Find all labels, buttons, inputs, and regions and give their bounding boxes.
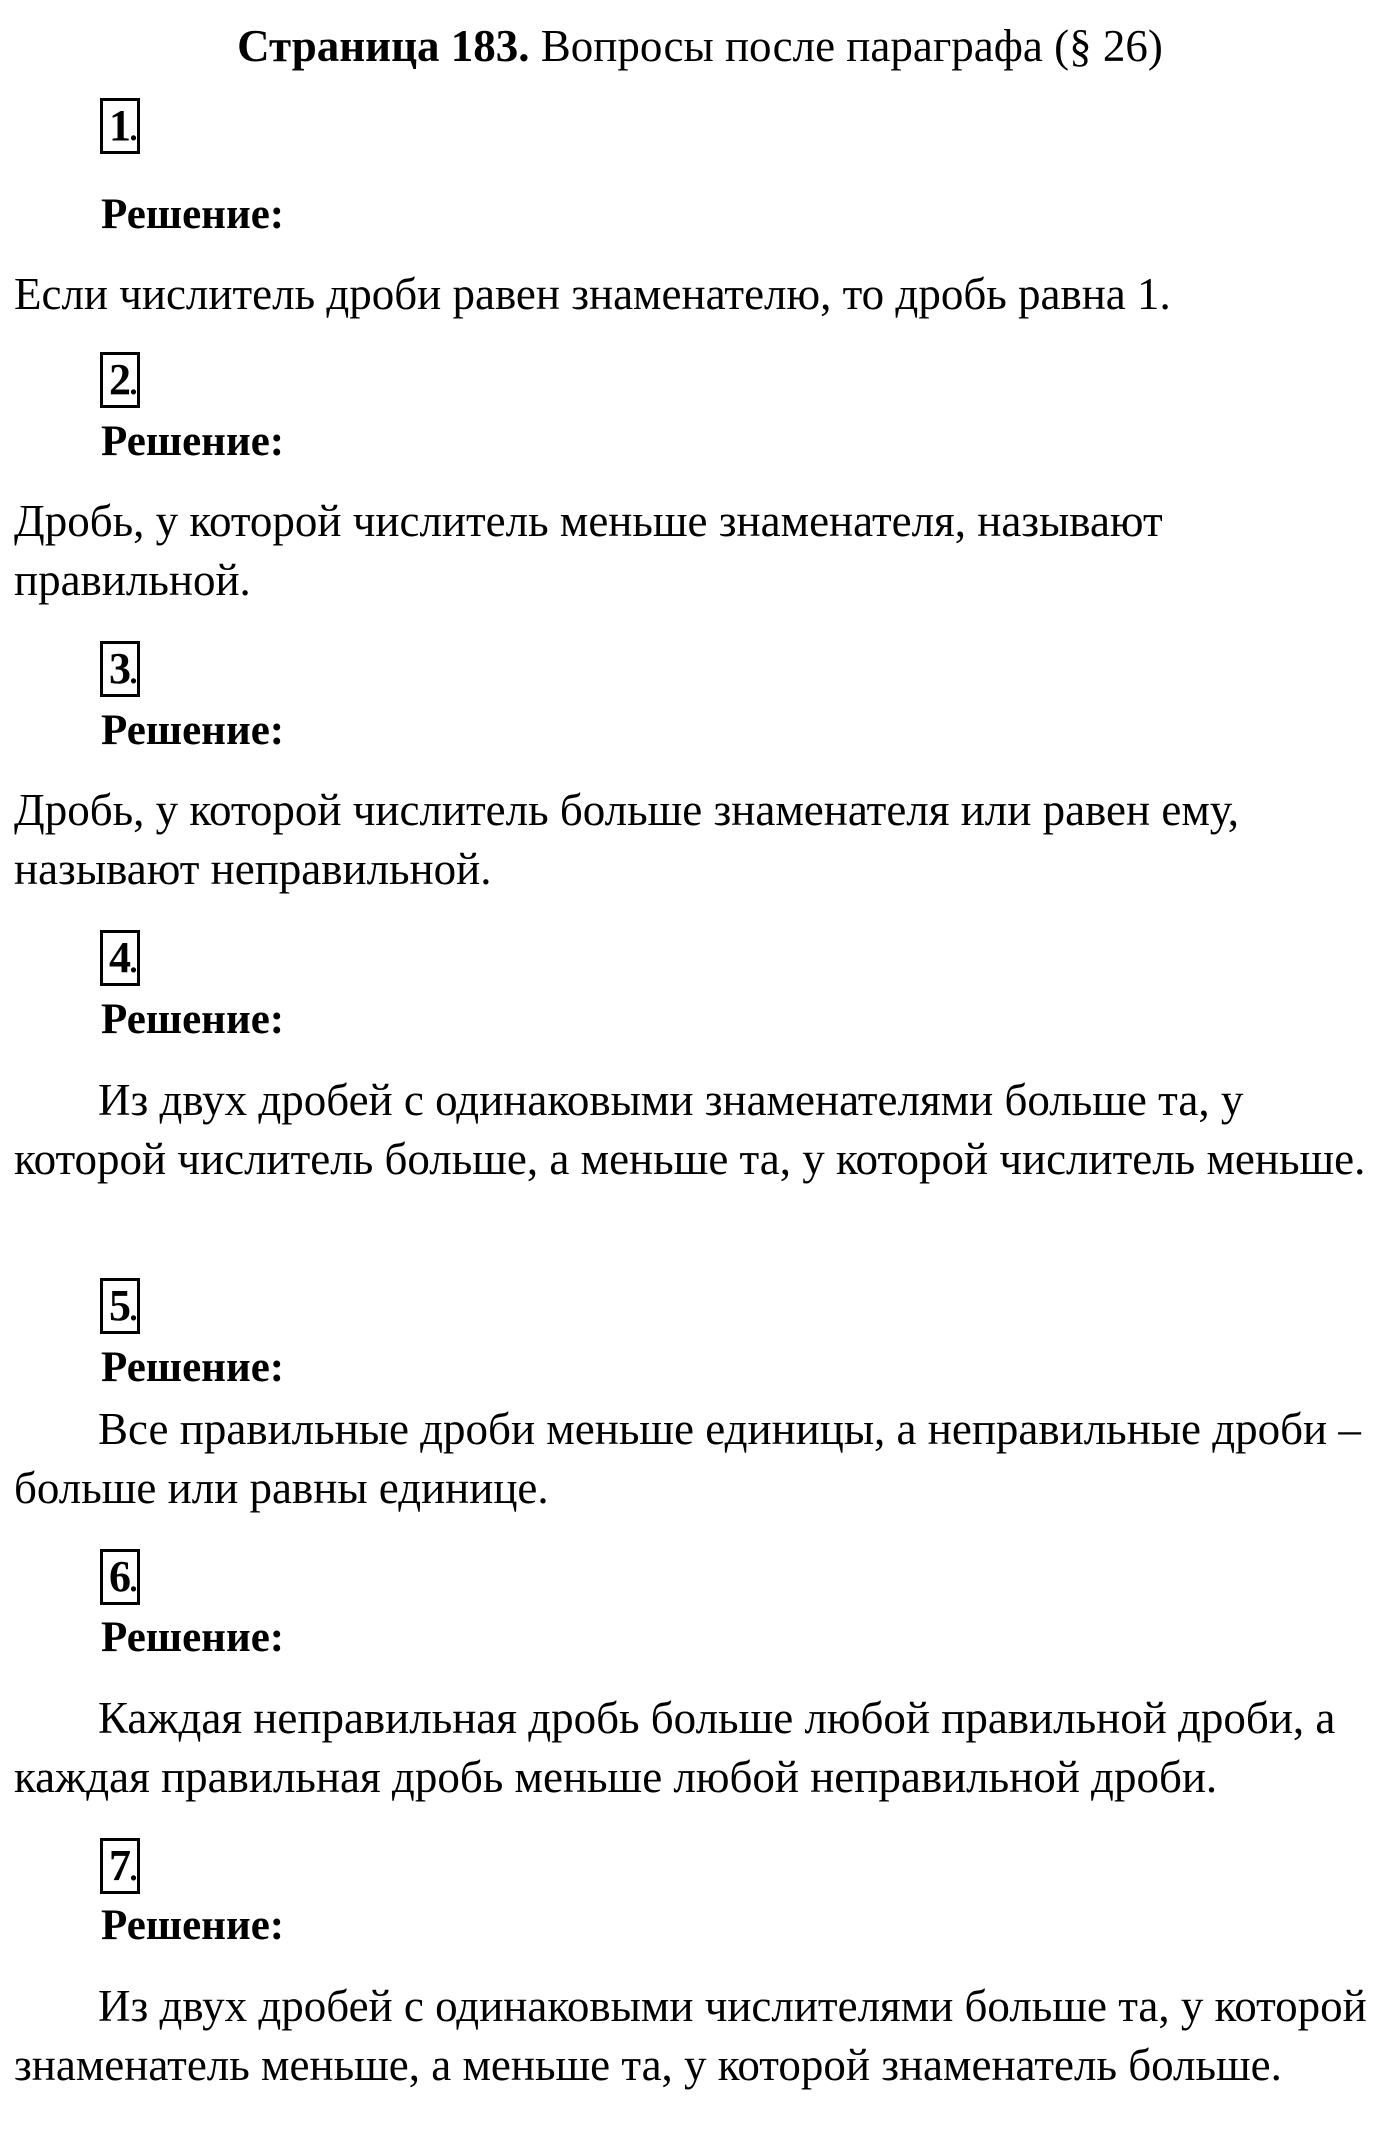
answer-text: Все правильные дроби меньше единицы, а неправильные дроби – больше или равны единице.	[14, 1404, 1361, 1513]
question-number-box: 6	[100, 1549, 140, 1605]
answer-text: Дробь, у которой числитель меньше знаменателя, называют правильной.	[14, 496, 1163, 605]
question-number-dot: .	[128, 355, 139, 404]
question-number-box: 3	[100, 641, 140, 697]
answer-text: Из двух дробей с одинаковыми знаменателями больше та, у которой числитель больше, а меньше та, у которой числитель меньше.	[14, 1075, 1366, 1184]
question-number-dot: .	[128, 101, 139, 150]
question-number-box: 5	[100, 1278, 140, 1334]
page-subtitle: Вопросы после параграфа (§ 26)	[540, 21, 1163, 71]
page-title	[0, 18, 1400, 74]
solution-label: Решение:	[101, 191, 285, 238]
question-number-box: 2	[100, 352, 140, 408]
question-number-dot: .	[128, 1552, 139, 1601]
question-number-dot: .	[128, 933, 139, 982]
solution-label: Решение:	[101, 418, 285, 465]
question-number-dot: .	[128, 1841, 139, 1890]
solution-label: Решение:	[101, 1614, 285, 1661]
page-label: Страница 183.	[237, 21, 530, 71]
solution-label: Решение:	[101, 1902, 285, 1949]
question-number-box: 7	[100, 1838, 140, 1894]
question-number-dot: .	[128, 1281, 139, 1330]
question-number-box: 4	[100, 930, 140, 986]
solution-label: Решение:	[101, 707, 285, 754]
answer-text: Из двух дробей с одинаковыми числителями больше та, у которой знаменатель меньше, а меньше та, у которой знаменатель больше.	[14, 1981, 1367, 2090]
answer-text: Каждая неправильная дробь больше любой правильной дроби, а каждая правильная дробь меньше любой неправильной дроби.	[14, 1693, 1336, 1802]
question-number-dot: .	[128, 644, 139, 693]
solution-label: Решение:	[101, 996, 285, 1043]
question-number-box: 1	[100, 98, 140, 154]
answer-text: Дробь, у которой числитель больше знаменателя или равен ему, называют неправильной.	[14, 785, 1240, 894]
answer-text: Если числитель дроби равен знаменателю, то дробь равна 1.	[14, 269, 1171, 319]
solution-label: Решение:	[101, 1344, 285, 1391]
